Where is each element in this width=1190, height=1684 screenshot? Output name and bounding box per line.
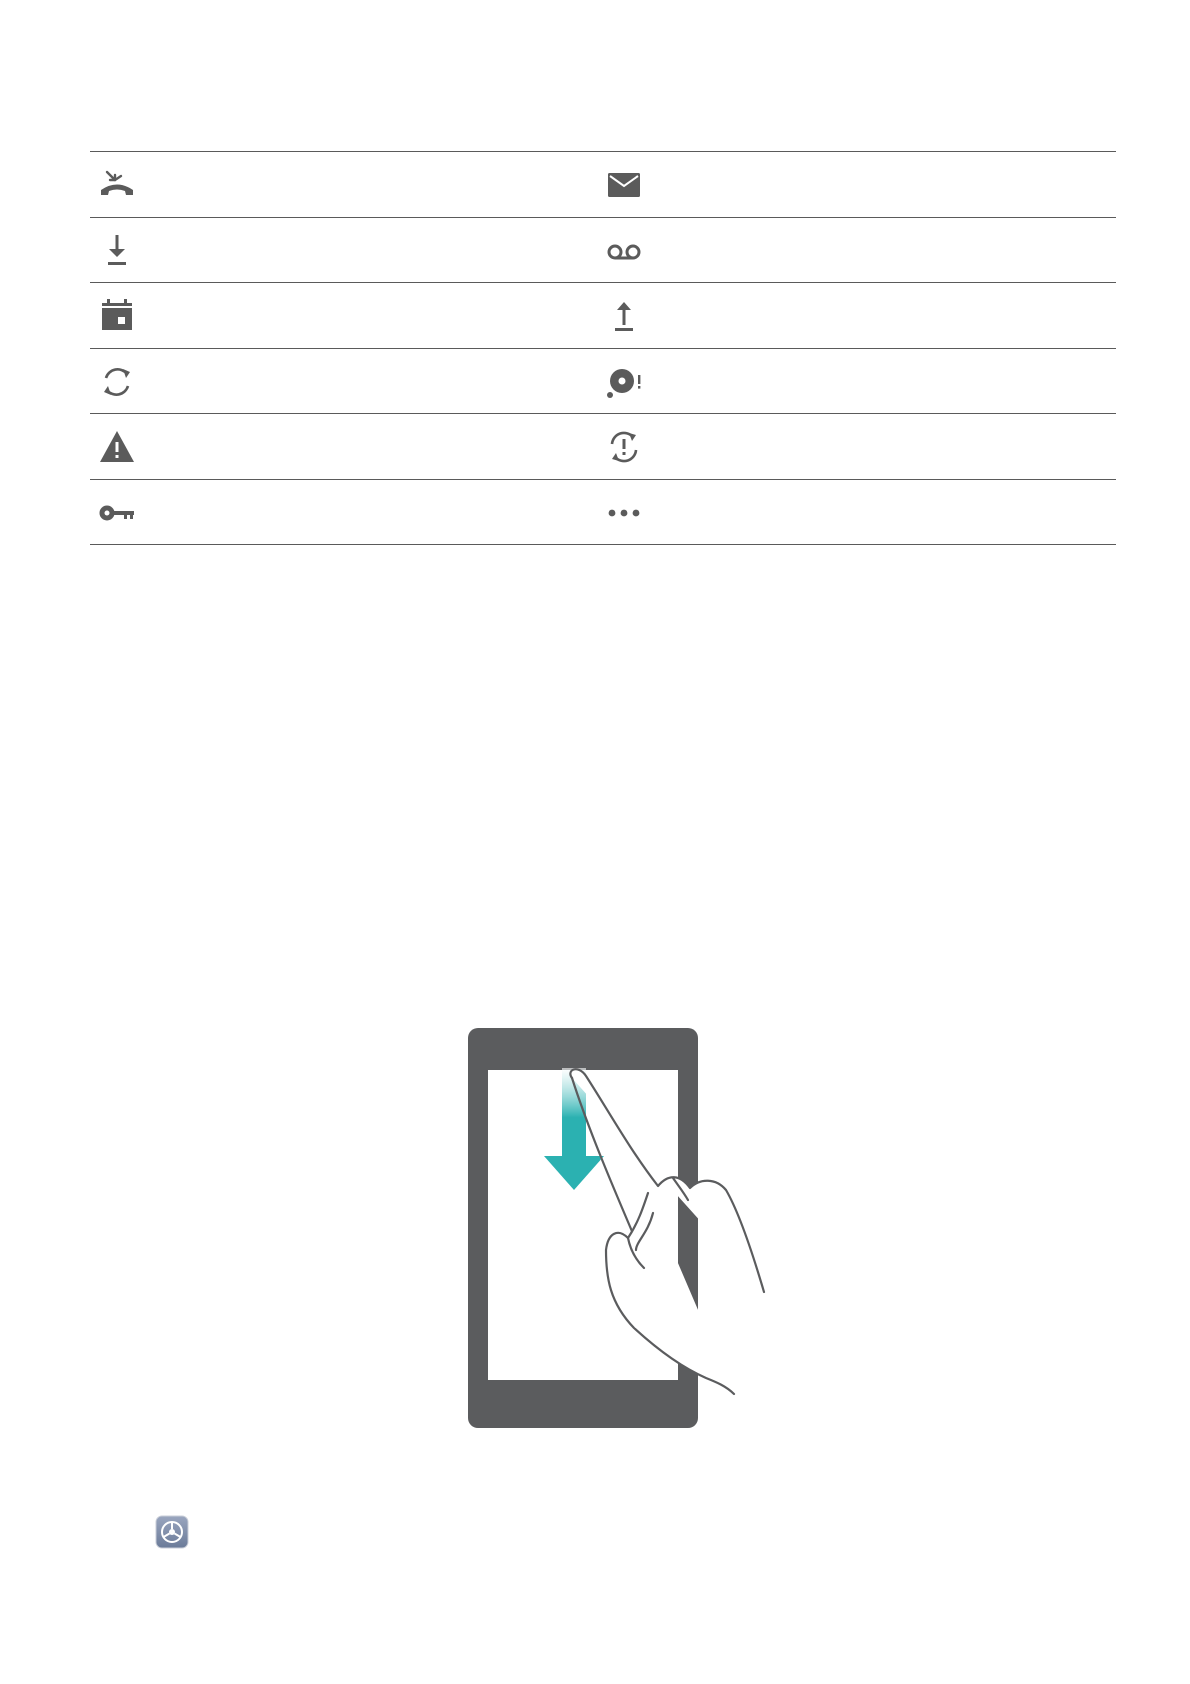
icon-table-cell	[90, 414, 603, 479]
icon-table-cell	[603, 218, 1116, 283]
calendar-event-icon	[98, 297, 136, 335]
voicemail-icon	[605, 232, 643, 270]
warning-icon	[98, 428, 136, 466]
icon-table-cell	[90, 283, 603, 348]
icon-table-cell	[603, 283, 1116, 348]
upload-icon	[605, 297, 643, 335]
icon-table-row	[90, 349, 1116, 415]
storage-full-icon	[605, 363, 643, 401]
more-notifications-icon	[605, 494, 643, 532]
icon-table-cell	[90, 152, 603, 217]
icon-table-row	[90, 218, 1116, 284]
icon-table-row	[90, 152, 1116, 218]
sync-icon	[98, 363, 136, 401]
icon-table-cell	[90, 349, 603, 414]
swipe-down-illustration	[468, 1028, 828, 1433]
icon-table-row	[90, 414, 1116, 480]
status-icon-table	[90, 151, 1116, 545]
icon-table-row	[90, 480, 1116, 546]
icon-table-cell	[90, 218, 603, 283]
vpn-key-icon	[98, 494, 136, 532]
icon-table-cell	[90, 480, 603, 545]
download-icon	[98, 232, 136, 270]
settings-gear-icon[interactable]	[155, 1515, 189, 1549]
icon-table-cell	[603, 414, 1116, 479]
new-email-icon	[605, 166, 643, 204]
icon-table-cell	[603, 480, 1116, 545]
icon-table-cell	[603, 349, 1116, 414]
icon-table-row	[90, 283, 1116, 349]
icon-table-cell	[603, 152, 1116, 217]
missed-call-icon	[98, 166, 136, 204]
sync-failed-icon	[605, 428, 643, 466]
